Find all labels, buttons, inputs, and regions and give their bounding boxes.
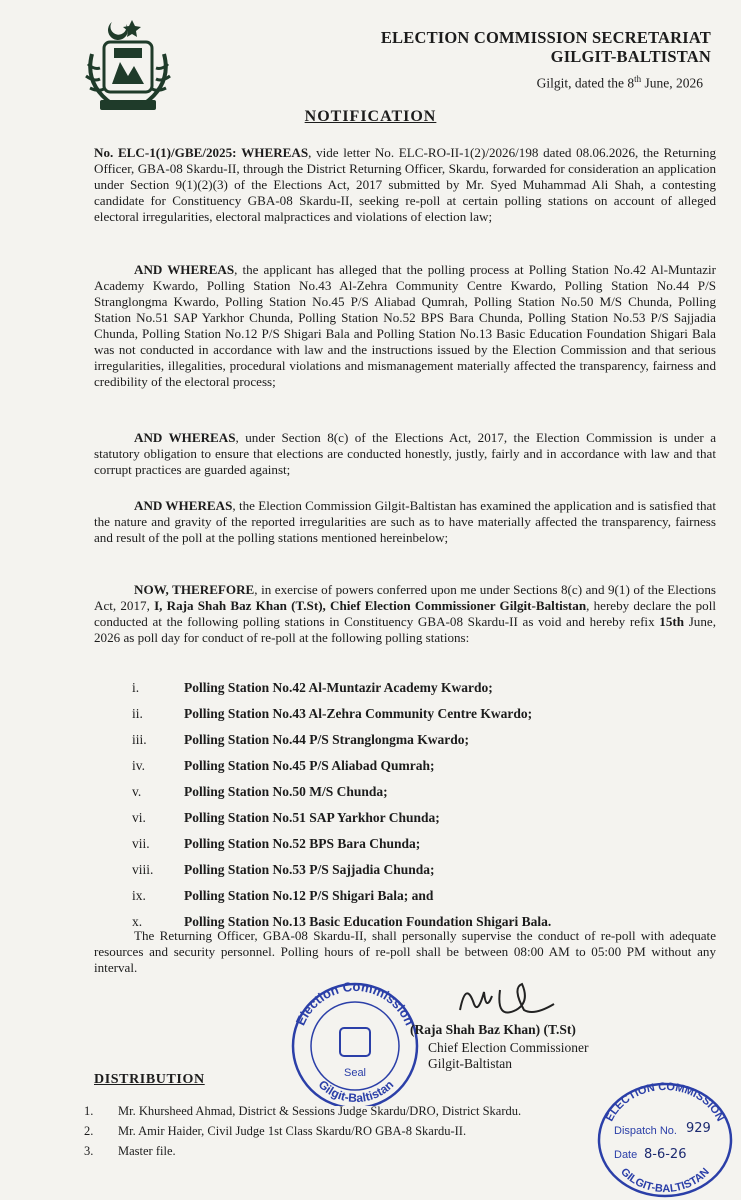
paragraph-5: NOW, THEREFORE, in exercise of powers conferred upon me under Sections 8(c) and 9(1) of the Elections Act, 2017, I, Raja Shah Baz Khan (T.St), Chief Election Commissioner Gilgit-Baltistan, hereby declare the poll conducted at the following polling stations in Constituency GBA-08 Skardu-II as void and hereby refix 15th June, 2026 as poll day for conduct of re-poll at the following polling stations:: [94, 582, 716, 645]
distribution-title: DISTRIBUTION: [94, 1072, 205, 1087]
signatory-designation: Chief Election Commissioner: [428, 1040, 589, 1055]
dispatch-stamp-icon: [594, 1078, 736, 1200]
list-item: iii. Polling Station No.44 P/S Stranglongma Kwardo;: [132, 732, 470, 747]
list-item: viii. Polling Station No.53 P/S Sajjadia Chunda;: [132, 862, 435, 877]
paragraph-6: The Returning Officer, GBA-08 Skardu-II, shall personally supervise the conduct of re-poll with adequate resources and security personnel. Polling hours of re-poll shall be between 08:00 AM to 05:00 PM without any interval.: [94, 928, 716, 975]
list-item: x. Polling Station No.13 Basic Education Foundation Shigari Bala.: [132, 914, 552, 929]
list-item: vii. Polling Station No.52 BPS Bara Chunda;: [132, 836, 421, 851]
list-item: ix. Polling Station No.12 P/S Shigari Bala; and: [132, 888, 434, 903]
document-title: NOTIFICATION: [304, 108, 437, 125]
svg-text:Dispatch No.: Dispatch No.: [614, 1125, 677, 1137]
svg-text:Gilgit-Baltistan: Gilgit-Baltistan: [315, 1077, 397, 1106]
svg-text:Date: Date: [614, 1149, 638, 1161]
paragraph-3: AND WHEREAS, under Section 8(c) of the Elections Act, 2017, the Election Commission is under a statutory obligation to ensure that elections are conducted honestly, justly, fairly and in accordance with law and that corrupt practices are guarded against;: [94, 430, 717, 477]
polling-station-list: [132, 680, 692, 940]
signature-icon: [440, 970, 580, 1030]
svg-text:ELECTION COMMISSION: ELECTION COMMISSION: [603, 1080, 727, 1124]
svg-text:Election Commission: Election Commission: [292, 978, 418, 1028]
list-item: i. Polling Station No.42 Al-Muntazir Academy Kwardo;: [132, 680, 493, 695]
gilgit-baltistan-emblem-icon: [82, 14, 174, 118]
election-commission-seal-icon: [280, 976, 430, 1106]
svg-text:929: 929: [686, 1121, 711, 1136]
svg-text:8-6-26: 8-6-26: [644, 1147, 687, 1162]
paragraph-2: AND WHEREAS, the applicant has alleged that the polling process at Polling Station No.42 Al-Muntazir Academy Kwardo, Polling Station No.43 Al-Zehra Community Centre Kwardo, Polling Station No.44 P/S Stranglongma Kwardo, Polling Station No.45 P/S Aliabad Qumrah, Polling Station No.50 M/S Chunda, Polling Station No.51 SAP Yarkhor Chunda, Polling Station No.52 BPS Bara Chunda, Polling Station No.53 P/S Sajjadia Chunda, Polling Station No.12 P/S Shigari Bala and Polling Station No.13 Basic Education Foundation Shigari Bala was not conducted in accordance with law and the instructions issued by the Election Commission and that serious irregularities, illegalities, procedural violations and mismanagement materially affected the transparency, fairness and credibility of the electoral process;: [94, 262, 716, 389]
header-title: [381, 28, 711, 66]
list-item: v. Polling Station No.50 M/S Chunda;: [132, 784, 388, 799]
header-line2: GILGIT-BALTISTAN: [550, 47, 711, 66]
signatory-name: (Raja Shah Baz Khan) (T.St): [410, 1022, 576, 1037]
svg-text:GILGIT-BALTISTAN: GILGIT-BALTISTAN: [618, 1165, 712, 1196]
notification-page: ELECTION COMMISSION SECRETARIAT GILGIT-BALTISTAN Gilgit, dated the 8th June, 2026 NOTIFICATION No. ELC-1(1)/GBE/2025: WHEREAS, vide letter No. ELC-RO-II-1(2)/2026/198 dated 08.06.2026, the Returning Officer, GBA-08 Skardu-II, through the District Returning Officer, Skardu, forwarded for consideration an application under Section 9(1)(2)(3) of the Elections Act, 2017 submitted by Mr. Syed Muhammad Ali Shah, a contesting candidate for Constituency GBA-08 Skardu-II, seeking re-poll at certain polling stations on account of alleged electoral irregularities, electoral malpractices and violations of election law; AND WHEREAS, the applicant has alleged that the polling process at Polling Station No.42 Al-Muntazir Academy Kwardo, Polling Station No.43 Al-Zehra Community Centre Kwardo, Polling Station No.44 P/S Stranglongma Kwardo, Polling Station No.45 P/S Aliabad Qumrah, Polling Station No.50 M/S Chunda, Polling Station No.51 SAP Yarkhor Chunda, Polling Station No.52 BPS Bara Chunda, Polling Station No.53 P/S Sajjadia Chunda, Polling Station No.12 P/S Shigari Bala and Polling Station No.13 Basic Education Foundation Shigari Bala was not conducted in accordance with law and the instructions issued by the Election Commission and that serious irregularities, illegalities, procedural violations and mismanagement materially affected the transparency, fairness and credibility of the electoral process; AND WHEREAS, under Section 8(c) of the Elections Act, 2017, the Election Commission is under a statutory obligation to ensure that elections are conducted honestly, justly, fairly and in accordance with law and that corrupt practices are guarded against; AND WHEREAS, the Election Commission Gilgit-Baltistan has examined the application and is satisfied that the nature and gravity of the reported irregularities are such as to have materially affected the transparency, fairness and result of the poll at the polling stations mentioned hereinbelow; NOW, THEREFORE, in exercise of powers conferred upon me under Sections 8(c) and 9(1) of the Elections Act, 2017, I, Raja Shah Baz Khan (T.St), Chief Election Commissioner Gilgit-Baltistan, hereby declare the poll conducted at the following polling stations in Constituency GBA-08 Skardu-II as void and hereby refix 15th June, 2026 as poll day for conduct of re-poll at the following polling stations: i. Polling Station No.42 Al-Muntazir Academy Kwardo; ii. Polling Station No.43 Al-Zehra Community Centre Kwardo; iii. Polling Station No.44 P/S Stranglongma Kwardo; iv. Polling Station No.45 P/S Aliabad Qumrah; v. Polling Station No.50 M/S Chunda; vi. Polling Station No.51 SAP Yarkhor Chunda; vii. Polling Station No.52 BPS Bara Chunda; viii. Polling Station No.53 P/S Sajjadia Chunda; ix. Polling Station No.12 P/S Shigari Bala; and x. Polling Station No.13 Basic Education Foundation Shigari Bala. The Returning Officer, GBA-08 Skardu-II, shall personally supervise the conduct of re-poll with adequate resources and security personnel. Polling hours of re-poll shall be between 08:00 AM to 05:00 PM without any interval. Election Commission Gilgit-Baltistan Seal (Raja Shah Baz Khan) (T.St) Chief Election Commissioner Gilgit-Baltistan DISTRIBUTION 1. Mr. Khursheed Ahmad, District & Sessions Judge Skardu/DRO, District Skardu. 2. Mr. Amir Haider, Civil Judge 1st Class Skardu/RO GBA-8 Skardu-II. 3. Master file. ELECTION COMMISSION GILGIT-BALTISTAN Dispatch No. 929 Date 8-6-26: [0, 0, 741, 1200]
header-line1: ELECTION COMMISSION SECRETARIAT: [380, 28, 711, 47]
header-date: Gilgit, dated the 8th June, 2026: [536, 74, 703, 91]
svg-text:Seal: Seal: [343, 1067, 367, 1079]
signatory-place: Gilgit-Baltistan: [428, 1056, 512, 1071]
paragraph-4: AND WHEREAS, the Election Commission Gilgit-Baltistan has examined the application and is satisfied that the nature and gravity of the reported irregularities are such as to have materially affected the transparency, fairness and result of the poll at the polling stations mentioned hereinbelow;: [94, 498, 716, 545]
paragraph-1: No. ELC-1(1)/GBE/2025: WHEREAS, vide letter No. ELC-RO-II-1(2)/2026/198 dated 08.06.2026, the Returning Officer, GBA-08 Skardu-II, through the District Returning Officer, Skardu, forwarded for consideration an application under Section 9(1)(2)(3) of the Elections Act, 2017 submitted by Mr. Syed Muhammad Ali Shah, a contesting candidate for Constituency GBA-08 Skardu-II, seeking re-poll at certain polling stations on account of alleged electoral irregularities, electoral malpractices and violations of election law;: [94, 145, 716, 224]
list-item: vi. Polling Station No.51 SAP Yarkhor Chunda;: [132, 810, 440, 825]
list-item: iv. Polling Station No.45 P/S Aliabad Qumrah;: [132, 758, 435, 773]
list-item: ii. Polling Station No.43 Al-Zehra Community Centre Kwardo;: [132, 706, 533, 721]
